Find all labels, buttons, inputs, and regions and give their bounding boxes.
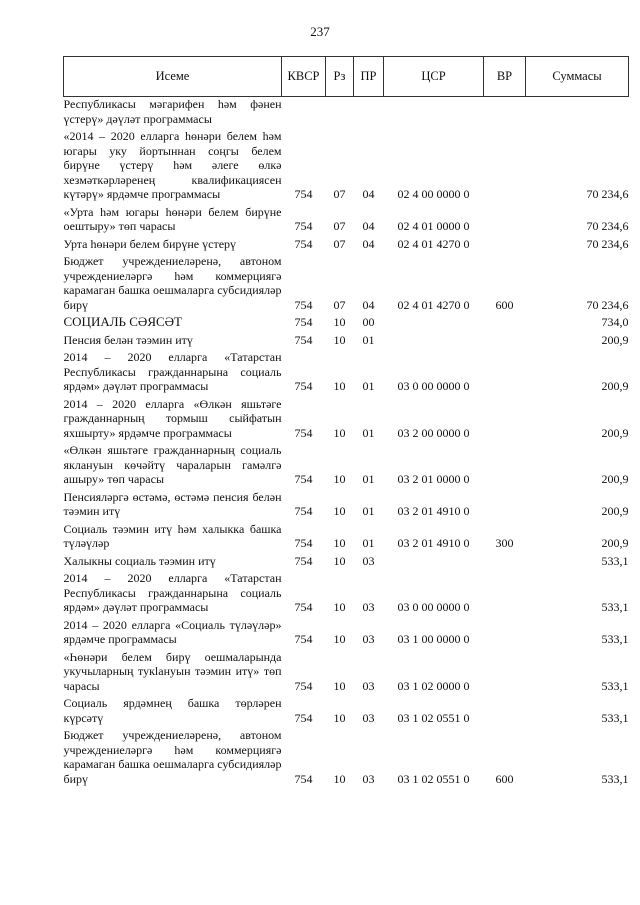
cell-name: «Өлкән яшьтәге гражданнарның социаль яклануын көчәйтү чараларын гамәлгә ашыру» төп чарасы (63, 443, 282, 486)
cell-csr: 03 1 00 0000 0 (397, 632, 470, 646)
cell-name: Халыкны социаль тәэмин итү (63, 553, 216, 568)
cell-name: 2014 – 2020 елларга «Татарстан Республикасы гражданнарына социаль ярдәм» дәүләт программасы (63, 571, 282, 614)
table-row (64, 618, 629, 647)
table-row (64, 350, 629, 394)
cell-pr: 04 (362, 297, 375, 312)
cell-rz: 07 (333, 236, 346, 251)
cell-vr (484, 315, 526, 330)
cell-kvsr: 754 (294, 678, 313, 693)
cell-sum: 200,9 (601, 504, 629, 518)
cell-pr: 03 (362, 771, 375, 786)
cell-sum: 200,9 (601, 425, 629, 440)
cell-rz: 10 (333, 600, 346, 614)
cell-csr: 02 4 01 4270 0 (397, 236, 470, 251)
cell-pr: 03 (362, 678, 375, 693)
cell-sum: 70 234,6 (586, 297, 629, 312)
cell-kvsr: 754 (294, 187, 313, 201)
cell-pr: 01 (362, 379, 375, 393)
cell-pr: 00 (362, 315, 375, 329)
cell-sum: 533,1 (601, 600, 629, 614)
cell-vr: 600 (495, 771, 514, 786)
cell-csr: 03 2 01 4910 0 (397, 536, 470, 550)
cell-csr: 02 4 00 0000 0 (397, 187, 470, 201)
cell-vr: 300 (495, 536, 514, 550)
cell-csr (384, 97, 484, 127)
cell-vr (484, 97, 526, 127)
cell-vr (484, 490, 526, 519)
cell-csr: 02 4 01 0000 0 (397, 219, 470, 233)
column-header-rz: Рз (326, 57, 354, 97)
cell-kvsr: 754 (294, 710, 313, 725)
column-header-kvsr: КВСР (282, 57, 326, 97)
page-number: 237 (310, 24, 330, 39)
cell-pr: 01 (362, 472, 375, 486)
cell-sum: 70 234,6 (586, 219, 629, 233)
cell-vr (484, 205, 526, 234)
cell-pr: 01 (362, 425, 375, 440)
cell-name: 2014 – 2020 елларга «Өлкән яшьтәге гражданнарның тормыш сыйфатын яхшырту» ярдәмче программасы (63, 396, 282, 440)
cell-vr (484, 696, 526, 725)
cell-kvsr (282, 97, 326, 127)
cell-rz: 10 (333, 678, 346, 693)
cell-vr (484, 237, 526, 252)
cell-pr: 03 (362, 553, 375, 568)
cell-name: Социаль тәэмин итү һәм халыкка башка түләүләр (63, 521, 282, 550)
cell-name: «2014 – 2020 елларга һөнәри белем һәм югары уку йортыннан соңгы белем бирүне үстерү һәм әлеге өлкә хезмәткәрләренең квалификациясен күтәрү» ярдәмче программасы (63, 129, 282, 201)
cell-sum: 533,1 (601, 771, 629, 786)
cell-pr: 01 (362, 332, 375, 347)
cell-vr: 600 (495, 297, 514, 312)
cell-rz: 10 (333, 379, 346, 393)
cell-kvsr: 754 (294, 632, 313, 646)
cell-rz: 10 (333, 315, 346, 329)
table-row (64, 315, 629, 330)
cell-kvsr: 754 (294, 504, 313, 518)
cell-sum: 533,1 (601, 553, 629, 568)
cell-kvsr: 754 (294, 297, 313, 312)
table-row (64, 254, 629, 312)
cell-csr: 03 2 01 4910 0 (397, 504, 470, 518)
cell-name: Социаль ярдәмнең башка төрләрен күрсәтү (63, 696, 282, 725)
table-row (64, 97, 629, 127)
cell-pr: 03 (362, 710, 375, 725)
cell-name: Бюджет учреждениеләренә, автоном учреждениеләргә һәм коммерциягә карамаган башка оешмаларга субсидияләр бирү (63, 254, 282, 312)
table-row (64, 554, 629, 569)
cell-vr (484, 397, 526, 441)
cell-pr: 04 (362, 236, 375, 251)
cell-pr: 01 (362, 504, 375, 518)
cell-sum: 200,9 (601, 536, 629, 550)
cell-rz: 10 (333, 504, 346, 518)
cell-rz: 07 (333, 187, 346, 201)
table-row (64, 728, 629, 786)
table-row (64, 397, 629, 441)
cell-name: Пенсияләргә өстәмә, өстәмә пенсия белән тәэмин итү (63, 489, 282, 518)
cell-kvsr: 754 (294, 472, 313, 486)
cell-name: «Урта һәм югары һөнәри белем бирүне оештыру» төп чарасы (63, 204, 282, 233)
cell-name: Бюджет учреждениеләренә, автоном учреждениеләргә һәм коммерциягә карамаган башка оешмаларга субсидияләр бирү (63, 728, 282, 786)
cell-name: 2014 – 2020 елларга «Татарстан Республикасы гражданнарына социаль ярдәм» дәүләт программасы (63, 350, 282, 393)
cell-pr: 04 (362, 187, 375, 201)
table-header-row (64, 57, 629, 97)
column-header-vr: ВР (484, 57, 526, 97)
table-row (64, 443, 629, 487)
column-header-pr: ПР (354, 57, 384, 97)
cell-sum: 70 234,6 (586, 236, 629, 251)
cell-kvsr: 754 (294, 771, 313, 786)
cell-csr (384, 333, 484, 348)
table-row (64, 696, 629, 725)
cell-sum: 200,9 (601, 379, 629, 393)
cell-kvsr: 754 (294, 332, 313, 347)
cell-csr: 03 2 01 0000 0 (397, 472, 470, 486)
spacer-cell (64, 786, 629, 789)
cell-sum: 533,1 (601, 678, 629, 693)
table-row (64, 205, 629, 234)
cell-kvsr: 754 (294, 379, 313, 393)
cell-sum (526, 97, 629, 127)
cell-rz: 10 (333, 553, 346, 568)
column-header-name: Исеме (64, 57, 282, 97)
row-spacer (64, 786, 629, 789)
table-row (64, 129, 629, 202)
cell-rz: 07 (333, 297, 346, 312)
cell-vr (484, 650, 526, 694)
cell-rz: 10 (333, 536, 346, 550)
cell-csr: 03 2 00 0000 0 (397, 425, 470, 440)
cell-csr: 03 0 00 0000 0 (397, 600, 470, 614)
cell-csr: 03 1 02 0000 0 (397, 678, 470, 693)
cell-pr: 03 (362, 600, 375, 614)
cell-kvsr: 754 (294, 600, 313, 614)
cell-vr (484, 129, 526, 202)
cell-kvsr: 754 (294, 425, 313, 440)
cell-sum: 734,0 (601, 315, 629, 329)
cell-rz: 10 (333, 472, 346, 486)
cell-rz: 10 (333, 710, 346, 725)
table-row (64, 571, 629, 615)
cell-vr (484, 443, 526, 487)
table-row (64, 522, 629, 551)
cell-kvsr: 754 (294, 553, 313, 568)
cell-vr (484, 618, 526, 647)
cell-csr: 03 1 02 0551 0 (397, 710, 470, 725)
cell-rz: 10 (333, 632, 346, 646)
cell-kvsr: 754 (294, 536, 313, 550)
cell-pr: 03 (362, 632, 375, 646)
cell-name: Республикасы мәгарифен һәм фәнен үстерү» дәүләт программасы (63, 97, 282, 126)
cell-sum: 533,1 (601, 710, 629, 725)
cell-csr: 03 1 02 0551 0 (397, 771, 470, 786)
cell-rz: 10 (333, 332, 346, 347)
cell-name: СОЦИАЛЬ СӘЯСӘТ (63, 314, 182, 329)
cell-rz (326, 97, 354, 127)
column-header-csr: ЦСР (384, 57, 484, 97)
cell-vr (484, 333, 526, 348)
cell-kvsr: 754 (294, 315, 313, 329)
cell-kvsr: 754 (294, 219, 313, 233)
cell-csr (384, 315, 484, 330)
cell-csr (384, 554, 484, 569)
table-body (64, 97, 629, 790)
table-row (64, 237, 629, 252)
cell-csr: 02 4 01 4270 0 (397, 297, 470, 312)
cell-vr (484, 554, 526, 569)
cell-pr: 01 (362, 536, 375, 550)
budget-table (63, 56, 629, 789)
cell-sum: 70 234,6 (586, 187, 629, 201)
table-row (64, 650, 629, 694)
cell-name: Пенсия белән тәэмин итү (63, 332, 193, 347)
cell-kvsr: 754 (294, 236, 313, 251)
cell-pr (354, 97, 384, 127)
cell-sum: 200,9 (601, 332, 629, 347)
cell-vr (484, 350, 526, 394)
cell-sum: 200,9 (601, 472, 629, 486)
column-header-sum: Суммасы (526, 57, 629, 97)
cell-rz: 07 (333, 219, 346, 233)
cell-name: «Һөнәри белем бирү оешмаларында укучыларның тукlануын тәэмин итү» төп чарасы (63, 649, 282, 693)
cell-pr: 04 (362, 219, 375, 233)
table-row (64, 333, 629, 348)
cell-name: 2014 – 2020 елларга «Социаль түләүләр» ярдәмче программасы (63, 617, 282, 646)
cell-vr (484, 571, 526, 615)
cell-rz: 10 (333, 425, 346, 440)
table-row (64, 490, 629, 519)
cell-rz: 10 (333, 771, 346, 786)
cell-name: Урта һөнәри белем бирүне үстерү (63, 236, 237, 251)
cell-sum: 533,1 (601, 632, 629, 646)
cell-csr: 03 0 00 0000 0 (397, 379, 470, 393)
